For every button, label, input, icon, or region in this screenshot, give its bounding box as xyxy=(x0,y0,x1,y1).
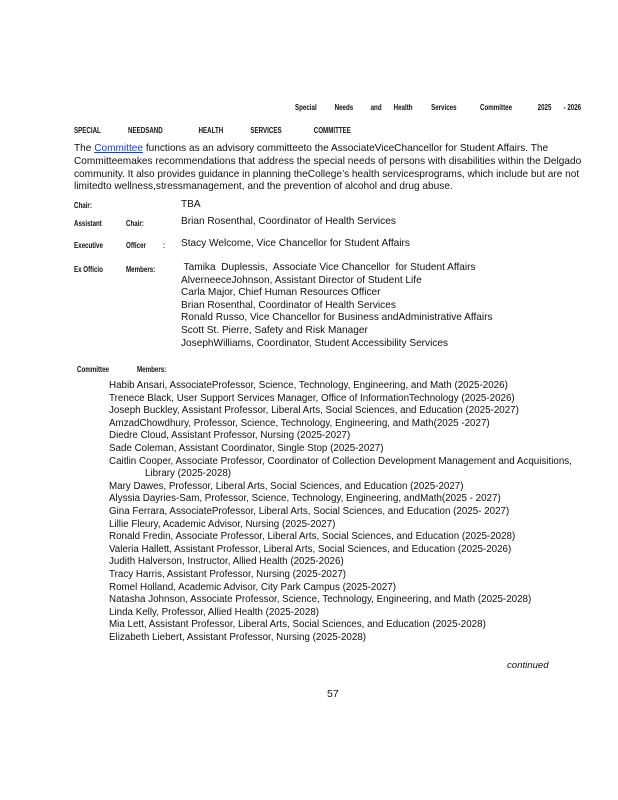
header-word: Health xyxy=(393,102,413,112)
list-item: Ronald Fredin, Associate Professor, Liberal Arts, Social Sciences, and Education (2025-2028) xyxy=(109,531,516,543)
section-word: SPECIAL xyxy=(74,125,101,135)
list-item: AmzadChowdhury, Professor, Science, Technology, Engineering, and Math(2025 -2027) xyxy=(109,417,490,429)
section-word: SERVICES xyxy=(250,125,282,135)
list-item: Tracy Harris, Assistant Professor, Nursing (2025-2027) xyxy=(109,568,347,580)
ex-officio-member: Ronald Russo, Vice Chancellor for Business andAdministrative Affairs xyxy=(181,312,493,324)
ex-officio-member: Brian Rosenthal, Coordinator of Health Services xyxy=(181,299,396,311)
section-word: NEEDSAND xyxy=(128,125,163,135)
list-item: Diedre Cloud, Assistant Professor, Nursing (2025-2027) xyxy=(109,430,351,442)
list-item: Elizabeth Liebert, Assistant Professor, Nursing (2025-2028) xyxy=(109,631,367,643)
committee-members-list xyxy=(109,380,579,644)
list-item: Mary Dawes, Professor, Liberal Arts, Social Sciences, and Education (2025-2027) xyxy=(109,480,464,492)
header-word: Needs xyxy=(334,102,354,112)
list-item: Romel Holland, Academic Advisor, City Park Campus (2025-2027) xyxy=(109,581,396,593)
section-word: COMMITTEE xyxy=(313,125,351,135)
committee-members-label-2: Members: xyxy=(137,364,167,374)
section-word: HEALTH xyxy=(198,125,224,135)
header-word: Special xyxy=(295,102,317,112)
ex-officio-members xyxy=(181,262,493,350)
executive-officer-value: Stacy Welcome, Vice Chancellor for Student Affairs xyxy=(181,238,410,249)
list-item: Judith Halverson, Instructor, Allied Health (2025-2026) xyxy=(109,556,344,568)
list-item: Linda Kelly, Professor, Allied Health (2025-2028) xyxy=(109,606,320,618)
assistant-chair-value: Brian Rosenthal, Coordinator of Health Services xyxy=(181,216,396,227)
list-item: Natasha Johnson, Associate Professor, Science, Technology, Engineering, and Math (2025-2028) xyxy=(109,594,532,606)
committee-link[interactable]: Committee xyxy=(94,143,144,154)
executive-officer-colon: : xyxy=(163,240,166,250)
intro-text-rest: functions as an advisory committeeto the AssociateViceChancellor for Student Affairs. The Committeemakes recommendations that address the special needs of persons with disabilities within the Delgado community. It also provides guidance in planning theCollege’s health servicesprograms, which include but are not limitedto wellness,stressmanagement, and the prevention of alcohol and drug abuse. xyxy=(74,143,582,193)
ex-officio-member: Tamika Duplessis, Associate Vice Chancellor for Student Affairs xyxy=(181,262,476,273)
assistant-chair-label-2: Chair: xyxy=(126,218,144,228)
ex-officio-member: Carla Major, Chief Human Resources Officer xyxy=(181,287,381,299)
list-item: Valeria Hallett, Assistant Professor, Liberal Arts, Social Sciences, and Education (2025-2026) xyxy=(109,543,512,555)
list-item: Trenece Black, User Support Services Manager, Office of InformationTechnology (2025-2026) xyxy=(109,392,515,404)
header-word: and xyxy=(370,102,382,112)
intro-paragraph xyxy=(74,143,584,194)
list-item: Mia Lett, Assistant Professor, Liberal Arts, Social Sciences, and Education (2025-2028) xyxy=(109,619,486,631)
running-header xyxy=(295,102,581,112)
section-title xyxy=(74,125,351,135)
ex-officio-label-1: Ex Officio xyxy=(74,264,103,274)
header-word: 2025 xyxy=(537,102,552,112)
page-number: 57 xyxy=(327,688,339,700)
chair-label: Chair: xyxy=(74,200,92,210)
list-item: Gina Ferrara, AssociateProfessor, Liberal Arts, Social Sciences, and Education (2025- 2027) xyxy=(109,505,510,517)
ex-officio-member: JosephWilliams, Coordinator, Student Accessibility Services xyxy=(181,337,449,349)
assistant-chair-label-1: Assistant xyxy=(74,218,102,228)
header-word: Services xyxy=(431,102,457,112)
executive-officer-label-1: Executive xyxy=(74,240,103,250)
ex-officio-member: Scott St. Pierre, Safety and Risk Manager xyxy=(181,324,368,336)
intro-text-start: The xyxy=(74,143,95,154)
ex-officio-member: AlverneeceJohnson, Assistant Director of Student Life xyxy=(181,274,422,286)
list-item: Lillie Fleury, Academic Advisor, Nursing (2025-2027) xyxy=(109,518,336,530)
header-word: Committee xyxy=(480,102,513,112)
chair-value: TBA xyxy=(181,199,201,210)
ex-officio-label-2: Members: xyxy=(126,264,156,274)
list-item: Caitlin Cooper, Associate Professor, Coordinator of Collection Development Management and Acquisitions, Library (2025-2028) xyxy=(109,455,572,480)
executive-officer-label-2: Officer xyxy=(126,240,146,250)
committee-members-label-1: Committee xyxy=(77,364,109,374)
header-word: - 2026 xyxy=(563,102,582,112)
list-item: Alyssia Dayries-Sam, Professor, Science, Technology, Engineering, andMath(2025 - 2027) xyxy=(109,493,501,505)
list-item: Sade Coleman, Assistant Coordinator, Single Stop (2025-2027) xyxy=(109,442,384,454)
list-item: Habib Ansari, AssociateProfessor, Science, Technology, Engineering, and Math (2025-2026) xyxy=(109,380,508,391)
continued-note: continued xyxy=(507,660,549,671)
list-item: Joseph Buckley, Assistant Professor, Liberal Arts, Social Sciences, and Education (2025-2027) xyxy=(109,405,519,417)
